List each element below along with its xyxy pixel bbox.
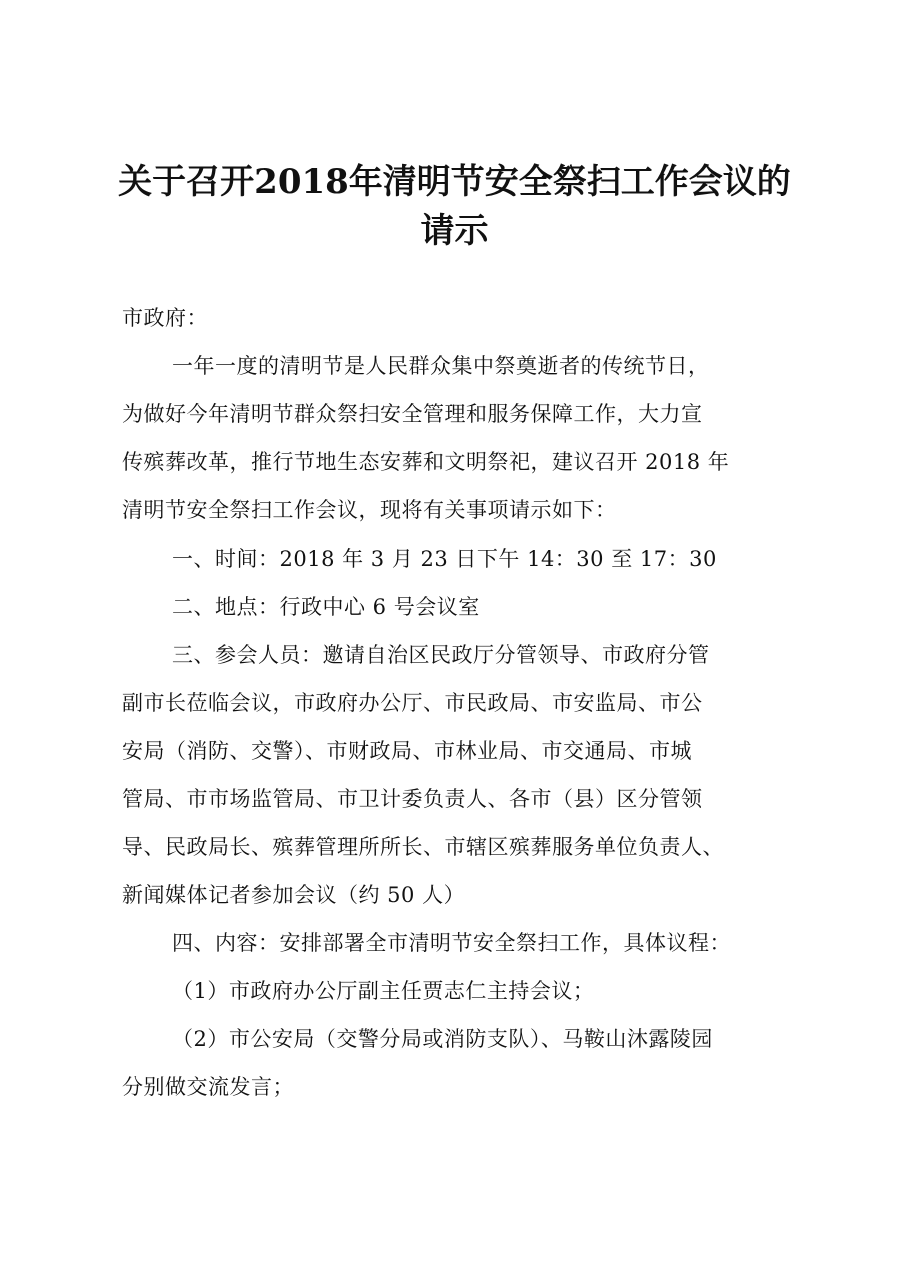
body-line-4: 清明节安全祭扫工作会议，现将有关事项请示如下： [122, 498, 617, 522]
agenda-item-2-line-1: （2）市公安局（交警分局或消防支队）、马鞍山沐露陵园 [172, 1027, 713, 1051]
document-title-line-2: 请示 [420, 211, 489, 251]
agenda-item-2-line-2: 分别做交流发言； [122, 1075, 294, 1099]
item-time: 一、时间：2018 年 3 月 23 日下午 14：30 至 17：30 [172, 547, 717, 571]
document-title-line-1: 关于召开2018年清明节安全祭扫工作会议的 [118, 162, 791, 202]
item-content: 四、内容：安排部署全市清明节安全祭扫工作，具体议程： [172, 931, 731, 955]
body-line-1: 一年一度的清明节是人民群众集中祭奠逝者的传统节日， [172, 354, 710, 378]
agenda-item-1: （1）市政府办公厅副主任贾志仁主持会议； [172, 979, 595, 1003]
salutation: 市政府： [122, 306, 208, 330]
item-participants-line-2: 副市长莅临会议，市政府办公厅、市民政局、市安监局、市公 [122, 691, 703, 715]
item-location: 二、地点：行政中心 6 号会议室 [172, 595, 480, 619]
body-line-3: 传殡葬改革，推行节地生态安葬和文明祭祀，建议召开 2018 年 [122, 450, 730, 474]
item-participants-line-5: 导、民政局长、殡葬管理所所长、市辖区殡葬服务单位负责人、 [122, 835, 724, 859]
item-participants-line-4: 管局、市市场监管局、市卫计委负责人、各市（县）区分管领 [122, 787, 703, 811]
item-participants-line-1: 三、参会人员：邀请自治区民政厅分管领导、市政府分管 [172, 643, 710, 667]
body-line-2: 为做好今年清明节群众祭扫安全管理和服务保障工作，大力宣 [122, 402, 703, 426]
item-participants-line-6: 新闻媒体记者参加会议（约 50 人） [122, 883, 466, 907]
item-participants-line-3: 安局（消防、交警）、市财政局、市林业局、市交通局、市城 [122, 739, 692, 763]
